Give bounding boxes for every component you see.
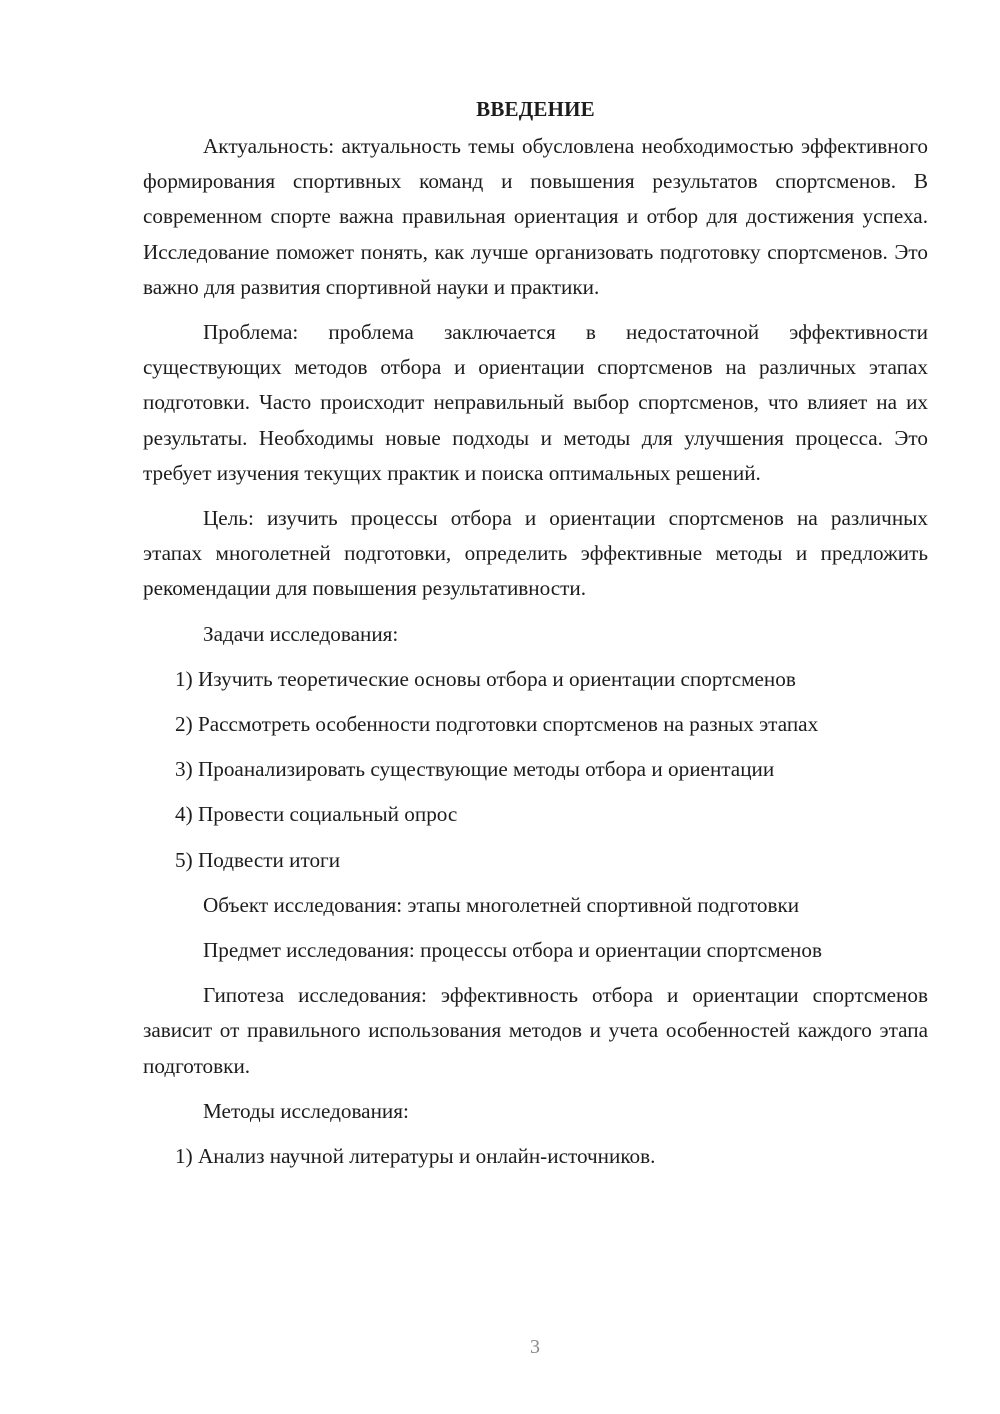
task-item-3: 3) Проанализировать существующие методы отбора и ориентации	[175, 757, 775, 782]
problem-paragraph: Проблема: проблема заключается в недостаточной эффективности существующих методов отбора и ориентации спортсменов на различных этапах подготовки. Часто происходит неправильный выбор спортсменов, что влияет на их результаты. Необходимы новые подходы и методы для улучшения процесса. Это требует изучения текущих практик и поиска оптимальных решений.	[143, 320, 928, 485]
method-item-1: 1) Анализ научной литературы и онлайн-источников.	[175, 1144, 656, 1169]
task-item-2: 2) Рассмотреть особенности подготовки спортсменов на разных этапах	[175, 712, 819, 737]
section-heading: ВВЕДЕНИЕ	[476, 97, 595, 121]
subject-paragraph: Предмет исследования: процессы отбора и ориентации спортсменов	[203, 938, 822, 963]
task-item-4: 4) Провести социальный опрос	[175, 802, 458, 827]
document-page	[143, 92, 928, 1184]
object-paragraph: Объект исследования: этапы многолетней спортивной подготовки	[203, 892, 800, 917]
tasks-title: Задачи исследования:	[203, 621, 399, 646]
task-item-5: 5) Подвести итоги	[175, 847, 341, 872]
task-item-1: 1) Изучить теоретические основы отбора и ориентации спортсменов	[175, 666, 796, 691]
hypothesis-paragraph: Гипотеза исследования: эффективность отбора и ориентации спортсменов зависит от правильного использования методов и учета особенностей каждого этапа подготовки.	[143, 983, 928, 1078]
page-number: 3	[530, 1336, 540, 1358]
relevance-paragraph: Актуальность: актуальность темы обусловлена необходимостью эффективного формирования спортивных команд и повышения результатов спортсменов. В современном спорте важна правильная ориентация и отбор для достижения успеха. Исследование поможет понять, как лучше организовать подготовку спортсменов. Это важно для развития спортивной науки и практики.	[143, 134, 928, 299]
goal-paragraph: Цель: изучить процессы отбора и ориентации спортсменов на различных этапах многолетней подготовки, определить эффективные методы и предложить рекомендации для повышения результативности.	[143, 506, 928, 601]
methods-title: Методы исследования:	[203, 1098, 409, 1123]
